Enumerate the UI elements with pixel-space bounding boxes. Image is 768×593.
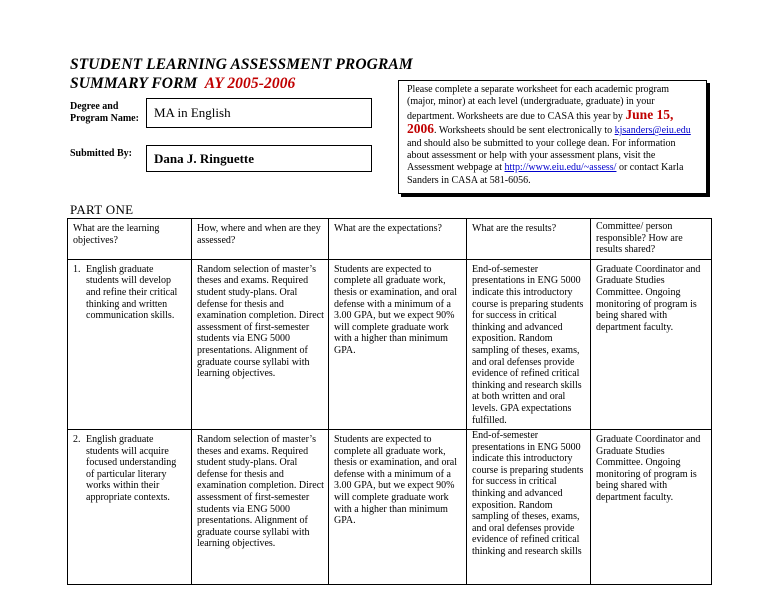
header-results: What are the results? xyxy=(467,219,591,260)
assessment-webpage-link[interactable]: http://www.eiu.edu/~assess/ xyxy=(504,162,617,174)
results-cell: End-of-semester presentations in ENG 5000 indicate this introductory course is preparing students for success in critical thinking and advanced exposition. Random sampling of theses, exams, and oral defenses provide evidence of refined critical thinking and research skills xyxy=(467,430,591,585)
assessed-cell: Random selection of master’s theses and exams. Required student study-plans. Oral defense for thesis and examination completion. Direct assessment of first-semester students via ENG 5000 presentations. Alignment of graduate course syllabi with learning objectives. xyxy=(192,430,329,585)
committee-cell: Graduate Coordinator and Graduate Studies Committee. Ongoing monitoring of program is being shared with department faculty. xyxy=(591,430,712,585)
degree-label-line-2: Program Name: xyxy=(70,113,139,124)
results-cell: End-of-semester presentations in ENG 5000 indicate this introductory course is preparing students for success in critical thinking and advanced exposition. Random sampling of theses, exams, and oral defenses provide evidence of refined critical thinking and research skills at both written and oral levels. GPA expectations fulfilled. xyxy=(467,259,591,429)
submitted-by-value: Dana J. Ringuette xyxy=(154,150,255,166)
assessment-table xyxy=(67,218,712,585)
objective-cell xyxy=(68,430,192,585)
objective-number: 1. xyxy=(73,263,81,275)
degree-program-value: MA in English xyxy=(154,105,231,120)
header-learning-objectives: What are the learning objectives? xyxy=(68,219,192,260)
header-expectations: What are the expectations? xyxy=(329,219,467,260)
expectations-cell: Students are expected to complete all graduate work, thesis or examination, and oral defense with a minimum of a 3.00 GPA, but we expect 90% will complete graduate work with a higher than minimum GPA. xyxy=(329,259,467,429)
academic-year: AY 2005-2006 xyxy=(204,75,296,92)
degree-program-field[interactable] xyxy=(146,98,372,128)
submitted-by-field[interactable] xyxy=(146,145,372,172)
assessed-cell: Random selection of master’s theses and exams. Required student study-plans. Oral defense for thesis and examination completion. Direct assessment of first-semester students via ENG 5000 presentations. Alignment of graduate course syllabi with learning objectives. xyxy=(192,259,329,429)
title-summary-form: SUMMARY FORM xyxy=(70,75,198,92)
table-row xyxy=(68,430,712,585)
title-line-2 xyxy=(70,74,413,93)
header-how-assessed: How, where and when are they assessed? xyxy=(192,219,329,260)
objective-number: 2. xyxy=(73,434,81,446)
instructions-text-1: Please complete a separate worksheet for each academic program (major, minor) at each level (undergraduate, graduate) in your department. Worksheets are due to CASA this year by xyxy=(407,84,670,122)
expectations-cell: Students are expected to complete all graduate work, thesis or examination, and oral defense with a minimum of a 3.00 GPA, but we expect 90% will complete graduate work with a higher than minimum GPA. xyxy=(329,430,467,585)
part-one-heading: PART ONE xyxy=(70,202,134,217)
degree-program-label xyxy=(70,101,139,125)
table-row xyxy=(68,259,712,429)
objective-cell xyxy=(68,259,192,429)
submitted-by-label: Submitted By: xyxy=(70,148,132,159)
objective-text: English graduate students will acquire focused understanding of particular literary works within their appropriate contexts. xyxy=(86,434,177,504)
instructions-text-3: and should also be submitted to your college dean. For information about assessment or help with your assessment plans, visit the Assessment webpage at xyxy=(407,137,676,174)
instructions-text-4: or contact Karla Sanders in CASA at 581-6056. xyxy=(407,162,684,186)
instructions-text-2: . Worksheets should be sent electronically to xyxy=(434,125,615,137)
objective-text: English graduate students will develop and refine their critical thinking and written communication skills. xyxy=(86,263,178,322)
due-date: June 15, 2006 xyxy=(407,106,674,137)
instructions-box xyxy=(398,80,707,194)
email-link[interactable]: kjsanders@eiu.edu xyxy=(614,125,691,137)
table-header-row xyxy=(68,219,712,260)
title-line-1: STUDENT LEARNING ASSESSMENT PROGRAM xyxy=(70,56,413,73)
form-title xyxy=(70,55,413,93)
header-committee: Committee/ person responsible? How are results shared? xyxy=(591,219,712,260)
degree-label-line-1: Degree and xyxy=(70,101,119,112)
committee-cell: Graduate Coordinator and Graduate Studies Committee. Ongoing monitoring of program is being shared with department faculty. xyxy=(591,259,712,429)
